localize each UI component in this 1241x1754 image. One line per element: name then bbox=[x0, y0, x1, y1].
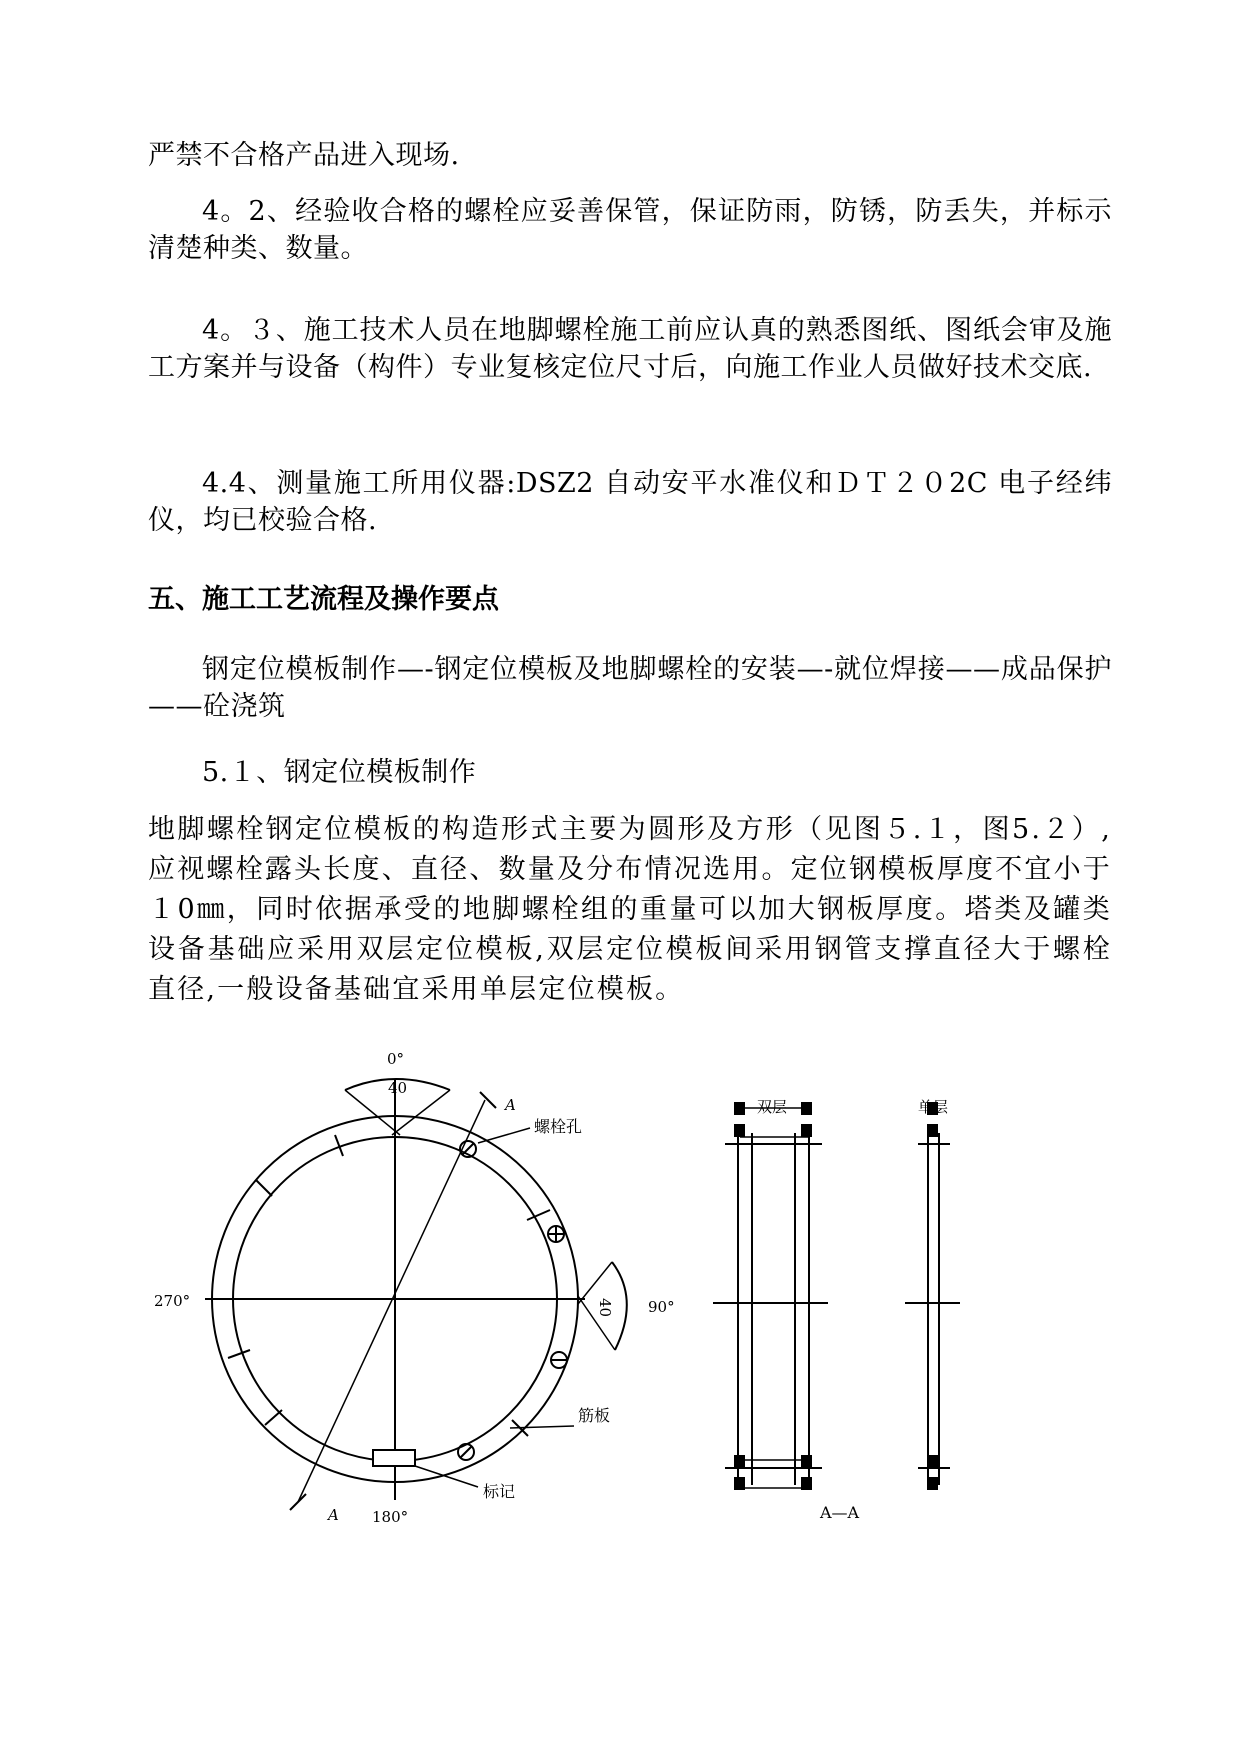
double-layer-section bbox=[713, 1108, 828, 1488]
label-angle-180: 180° bbox=[372, 1508, 409, 1526]
label-angle-90: 90° bbox=[648, 1298, 675, 1316]
label-mark: 标记 bbox=[483, 1482, 516, 1501]
label-angle-0: 0° bbox=[387, 1050, 405, 1068]
paragraph-subsection: 5.１、钢定位模板制作 bbox=[202, 757, 477, 788]
label-double-layer: 双层 bbox=[757, 1098, 788, 1116]
label-section-title: A—A bbox=[820, 1503, 860, 1522]
mark-box bbox=[373, 1450, 415, 1466]
label-section-a-top: A bbox=[505, 1096, 516, 1114]
label-single-layer: 单层 bbox=[918, 1098, 949, 1116]
section-heading: 五、施工工艺流程及操作要点 bbox=[148, 584, 499, 615]
paragraph-template-description: 地脚螺栓钢定位模板的构造形式主要为圆形及方形（见图５.１，图5.２）,应视螺栓露头长度、直径、数量及分布情况选用。定位钢模板厚度不宜小于１0㎜，同时依据承受的地脚螺栓组的重量可以加大钢板厚度。塔类及罐类设备基础应采用双层定位模板,双层定位模板间采用钢管支撑直径大于螺栓直径,一般设备基础宜采用单层定位模板。 bbox=[148, 814, 1112, 1005]
label-rib: 筋板 bbox=[578, 1406, 611, 1425]
label-dim-right: 40 bbox=[596, 1298, 614, 1318]
paragraph-p1: 4。2、经验收合格的螺栓应妥善保管，保证防雨，防锈，防丢失，并标示清楚种类、数量。 bbox=[148, 196, 1112, 264]
label-angle-270: 270° bbox=[154, 1292, 191, 1310]
paragraph-p0: 严禁不合格产品进入现场. bbox=[148, 140, 460, 171]
paragraph-p3: 4.4、测量施工所用仪器:DSZ2 自动安平水准仪和ＤＴ２０2C 电子经纬仪，均已校验合格. bbox=[148, 468, 1112, 536]
label-bolt-hole: 螺栓孔 bbox=[534, 1117, 583, 1136]
paragraph-process-flow: 钢定位模板制作—-钢定位模板及地脚螺栓的安装—-就位焊接——成品保护——砼浇筑 bbox=[148, 654, 1112, 722]
section-cut-line bbox=[298, 1100, 485, 1502]
paragraph-p2: 4。３、施工技术人员在地脚螺栓施工前应认真的熟悉图纸、图纸会审及施工方案并与设备（构件）专业复核定位尺寸后，向施工作业人员做好技术交底. bbox=[148, 315, 1112, 383]
label-dim-top: 40 bbox=[388, 1079, 408, 1097]
label-section-a-bottom: A bbox=[328, 1506, 339, 1524]
single-layer-section bbox=[905, 1133, 960, 1485]
